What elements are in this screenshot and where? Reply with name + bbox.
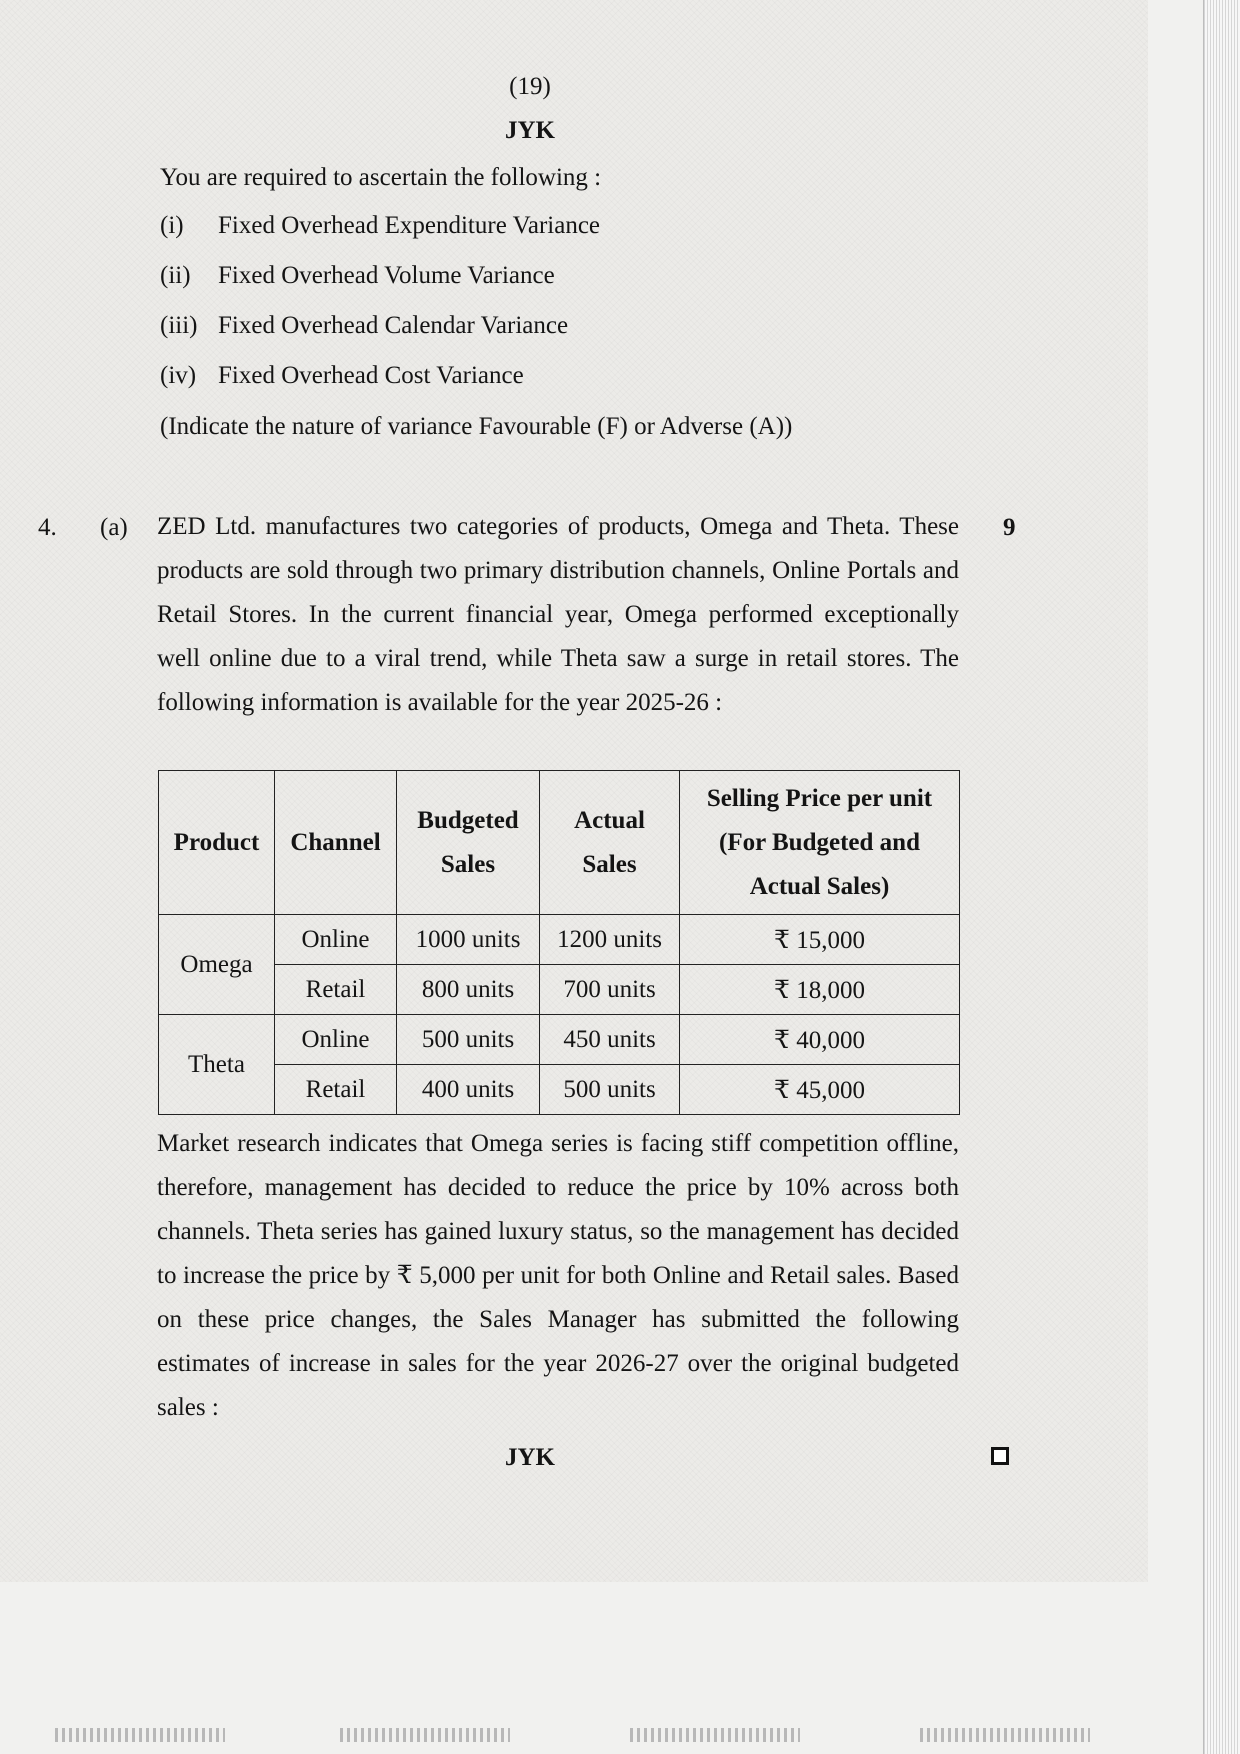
header-label: Budgeted [417, 806, 519, 834]
binding-edge [1203, 0, 1240, 1754]
footer-code: JYK [505, 1444, 555, 1471]
channel-cell: Online [275, 915, 397, 965]
scan-artifact [55, 1728, 225, 1742]
scan-artifact [630, 1728, 800, 1742]
price-cell: ₹ 45,000 [680, 1065, 960, 1115]
paper-code: JYK [505, 117, 555, 144]
channel-cell: Retail [275, 1065, 397, 1115]
table-row [159, 1065, 960, 1115]
variance-note: (Indicate the nature of variance Favourable (F) or Adverse (A)) [160, 413, 793, 440]
header-actual-sales [540, 771, 680, 915]
product-cell: Omega [159, 915, 275, 1015]
page-number: (19) [509, 73, 551, 100]
header-label: Sales [582, 850, 637, 878]
header-budgeted-sales [397, 771, 540, 915]
table-row [159, 965, 960, 1015]
budgeted-cell: 500 units [397, 1015, 540, 1065]
question-number: 4. [38, 514, 57, 541]
header-product: Product [159, 771, 275, 915]
budgeted-cell: 800 units [397, 965, 540, 1015]
question-part: (a) [100, 514, 128, 541]
requirement-number: (iii) [160, 312, 198, 339]
channel-cell: Retail [275, 965, 397, 1015]
end-square-icon [991, 1447, 1009, 1465]
budgeted-cell: 1000 units [397, 915, 540, 965]
actual-cell: 1200 units [540, 915, 680, 965]
table-row [159, 915, 960, 965]
header-label: Selling Price per unit [706, 784, 933, 812]
requirement-text: Fixed Overhead Volume Variance [218, 262, 555, 289]
requirement-number: (iv) [160, 362, 197, 389]
question-paragraph: ZED Ltd. manufactures two categories of products, Omega and Theta. These products are sold through two primary distribution channels, Online Portals and Retail Stores. In the current financial year, Omega performed exceptionally well online due to a viral trend, while Theta saw a surge in retail stores. The following information is available for the year 2025-26 : [157, 513, 959, 716]
requirement-number: (i) [160, 212, 184, 239]
actual-cell: 700 units [540, 965, 680, 1015]
requirement-text: Fixed Overhead Cost Variance [218, 362, 524, 389]
header-selling-price [680, 771, 960, 915]
question-paragraph-continued: Market research indicates that Omega series is facing stiff competition offline, therefore, management has decided to reduce the price by 10% across both channels. Theta series has gained luxury status, so the management has decided to increase the price by ₹ 5,000 per unit for both Online and Retail sales. Based on these price changes, the Sales Manager has submitted the following estimates of increase in sales for the year 2026-27 over the original budgeted sales : [157, 1130, 959, 1421]
requirement-text: Fixed Overhead Expenditure Variance [218, 212, 601, 239]
table-header-row [159, 771, 960, 915]
header-label: Sales [440, 850, 496, 878]
question-marks: 9 [1003, 514, 1016, 541]
requirements-intro: You are required to ascertain the following : [160, 164, 602, 191]
requirement-number: (ii) [160, 262, 191, 289]
price-cell: ₹ 15,000 [680, 915, 960, 965]
price-cell: ₹ 40,000 [680, 1015, 960, 1065]
scan-artifact [920, 1728, 1090, 1742]
actual-cell: 450 units [540, 1015, 680, 1065]
table-row [159, 1015, 960, 1065]
header-label: Actual [574, 806, 645, 834]
scan-artifact [340, 1728, 510, 1742]
requirement-text: Fixed Overhead Calendar Variance [218, 312, 569, 339]
sales-data-table [158, 770, 960, 1115]
header-channel: Channel [275, 771, 397, 915]
budgeted-cell: 400 units [397, 1065, 540, 1115]
header-label: (For Budgeted and [719, 828, 920, 856]
channel-cell: Online [275, 1015, 397, 1065]
price-cell: ₹ 18,000 [680, 965, 960, 1015]
product-cell: Theta [159, 1015, 275, 1115]
actual-cell: 500 units [540, 1065, 680, 1115]
header-label: Actual Sales) [749, 872, 890, 900]
